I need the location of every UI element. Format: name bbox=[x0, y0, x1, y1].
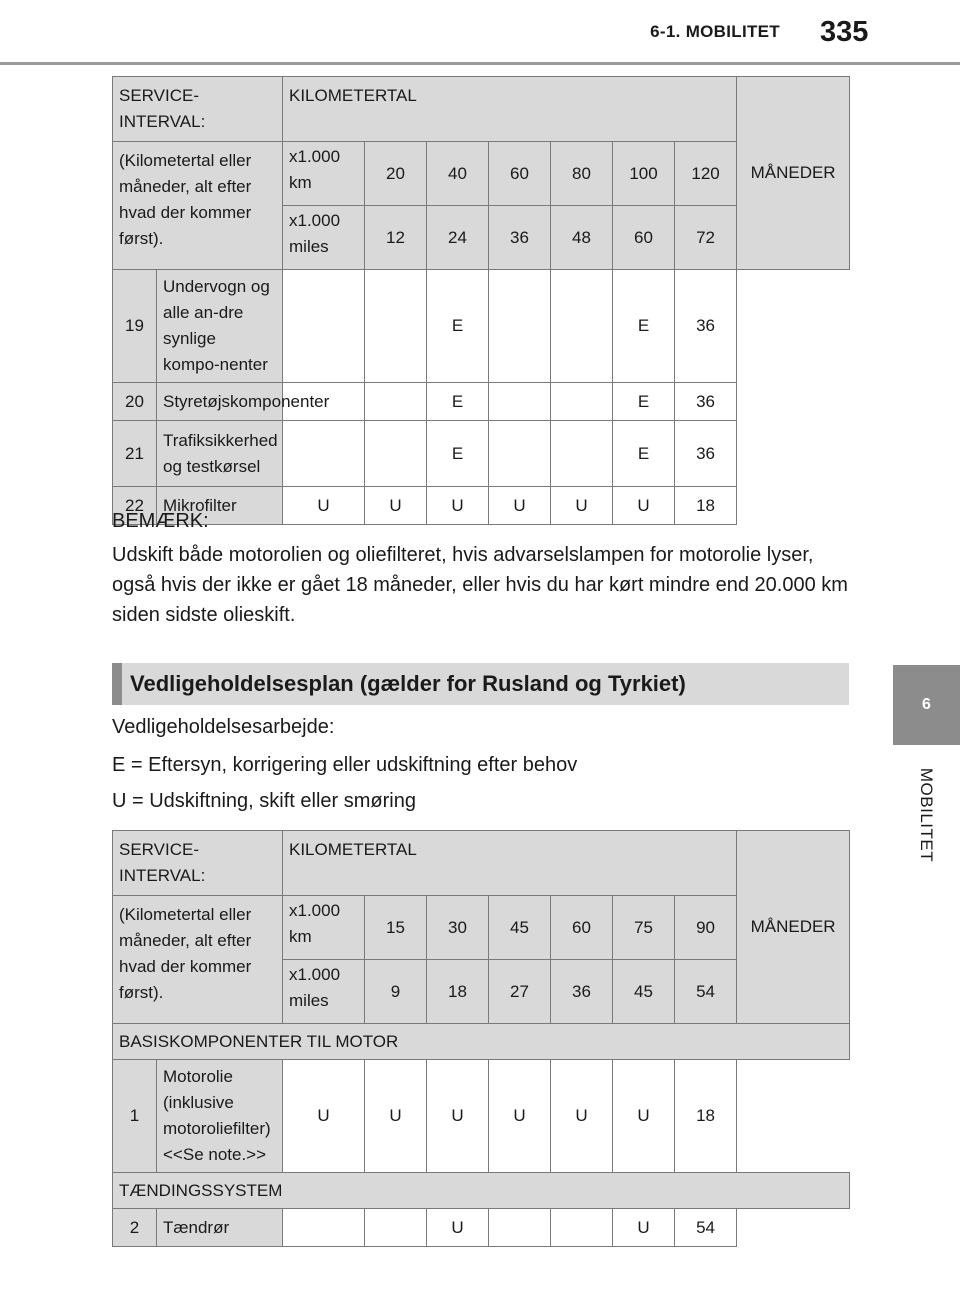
km-value: 90 bbox=[675, 896, 737, 960]
row-cell bbox=[365, 270, 427, 383]
row-months: 36 bbox=[675, 421, 737, 487]
page-number: 335 bbox=[820, 16, 869, 48]
row-item: Undervogn og alle an-dre synlige kompo-nenter bbox=[157, 270, 283, 383]
section-row-ignition: TÆNDINGSSYSTEM bbox=[113, 1173, 850, 1209]
interval-note: (Kilometertal eller måneder, alt efter hvad der kommer først). bbox=[113, 142, 283, 270]
row-number: 1 bbox=[113, 1060, 157, 1173]
miles-unit: x1.000 miles bbox=[283, 206, 365, 270]
service-interval-label: SERVICE-INTERVAL: bbox=[113, 77, 283, 142]
miles-value: 27 bbox=[489, 960, 551, 1024]
miles-value: 60 bbox=[613, 206, 675, 270]
chapter-title-label: MOBILITET bbox=[917, 767, 937, 863]
km-value: 45 bbox=[489, 896, 551, 960]
row-item: Styretøjskomponenter bbox=[157, 383, 283, 421]
row-cell bbox=[365, 1209, 427, 1247]
row-item: Trafiksikkerhed og testkørsel bbox=[157, 421, 283, 487]
table-row bbox=[113, 270, 850, 383]
legend-e: E = Eftersyn, korrigering eller udskiftning efter behov bbox=[112, 754, 578, 776]
row-number: 19 bbox=[113, 270, 157, 383]
maintenance-table-bottom bbox=[112, 830, 850, 1247]
row-cell bbox=[489, 1209, 551, 1247]
row-cell bbox=[551, 270, 613, 383]
km-value: 120 bbox=[675, 142, 737, 206]
row-cell bbox=[551, 421, 613, 487]
row-cell: U bbox=[551, 1060, 613, 1173]
row-cell: U bbox=[427, 487, 489, 525]
km-label: KILOMETERTAL bbox=[283, 831, 737, 896]
miles-unit: x1.000 miles bbox=[283, 960, 365, 1024]
row-cell: E bbox=[613, 270, 675, 383]
km-value: 60 bbox=[551, 896, 613, 960]
months-label: MÅNEDER bbox=[737, 831, 850, 1024]
row-cell: E bbox=[427, 421, 489, 487]
section-heading-text: Vedligeholdelsesplan (gælder for Rusland og Tyrkiet) bbox=[130, 671, 686, 696]
section-header: 6-1. MOBILITET bbox=[650, 22, 780, 41]
row-cell bbox=[489, 270, 551, 383]
miles-value: 72 bbox=[675, 206, 737, 270]
km-label: KILOMETERTAL bbox=[283, 77, 737, 142]
row-cell: U bbox=[283, 1060, 365, 1173]
table-row bbox=[113, 1209, 850, 1247]
section-heading bbox=[112, 663, 849, 705]
row-cell: U bbox=[427, 1209, 489, 1247]
km-unit: x1.000 km bbox=[283, 896, 365, 960]
row-months: 18 bbox=[675, 1060, 737, 1173]
chapter-number: 6 bbox=[922, 696, 931, 713]
row-months: 36 bbox=[675, 383, 737, 421]
row-cell bbox=[489, 421, 551, 487]
miles-value: 54 bbox=[675, 960, 737, 1024]
row-cell: U bbox=[489, 487, 551, 525]
row-cell: U bbox=[283, 487, 365, 525]
chapter-title bbox=[893, 750, 960, 880]
km-value: 15 bbox=[365, 896, 427, 960]
row-cell bbox=[283, 270, 365, 383]
row-cell bbox=[283, 1209, 365, 1247]
km-value: 30 bbox=[427, 896, 489, 960]
row-months: 54 bbox=[675, 1209, 737, 1247]
legend-u: U = Udskiftning, skift eller smøring bbox=[112, 790, 416, 812]
row-cell bbox=[551, 1209, 613, 1247]
row-cell bbox=[283, 421, 365, 487]
row-cell: E bbox=[613, 383, 675, 421]
row-cell: U bbox=[613, 1209, 675, 1247]
row-cell: E bbox=[427, 383, 489, 421]
row-cell: E bbox=[613, 421, 675, 487]
miles-value: 18 bbox=[427, 960, 489, 1024]
table-row bbox=[113, 421, 850, 487]
note-title: BEMÆRK: bbox=[112, 510, 209, 532]
row-cell: U bbox=[551, 487, 613, 525]
row-cell: U bbox=[613, 487, 675, 525]
maintenance-table-top bbox=[112, 76, 850, 525]
row-number: 22 bbox=[113, 487, 157, 525]
row-months: 18 bbox=[675, 487, 737, 525]
miles-value: 36 bbox=[489, 206, 551, 270]
km-value: 40 bbox=[427, 142, 489, 206]
km-value: 75 bbox=[613, 896, 675, 960]
km-value: 100 bbox=[613, 142, 675, 206]
section-row-engine: BASISKOMPONENTER TIL MOTOR bbox=[113, 1024, 850, 1060]
table-row bbox=[113, 1060, 850, 1173]
legend-intro: Vedligeholdelsesarbejde: bbox=[112, 716, 335, 738]
row-cell: U bbox=[365, 1060, 427, 1173]
miles-value: 9 bbox=[365, 960, 427, 1024]
row-number: 2 bbox=[113, 1209, 157, 1247]
miles-value: 12 bbox=[365, 206, 427, 270]
header-divider bbox=[0, 62, 960, 65]
row-months: 36 bbox=[675, 270, 737, 383]
row-cell bbox=[489, 383, 551, 421]
km-unit: x1.000 km bbox=[283, 142, 365, 206]
row-number: 20 bbox=[113, 383, 157, 421]
row-cell bbox=[365, 421, 427, 487]
row-cell: U bbox=[613, 1060, 675, 1173]
row-cell bbox=[365, 383, 427, 421]
row-item: Mikrofilter bbox=[157, 487, 283, 525]
row-cell: U bbox=[489, 1060, 551, 1173]
row-item: Tændrør bbox=[157, 1209, 283, 1247]
row-cell: E bbox=[427, 270, 489, 383]
km-value: 20 bbox=[365, 142, 427, 206]
miles-value: 24 bbox=[427, 206, 489, 270]
row-item: Motorolie (inklusive motoroliefilter) <<Se note.>> bbox=[157, 1060, 283, 1173]
miles-value: 48 bbox=[551, 206, 613, 270]
row-cell: U bbox=[365, 487, 427, 525]
row-cell: U bbox=[427, 1060, 489, 1173]
table-row bbox=[113, 383, 850, 421]
service-interval-label: SERVICE-INTERVAL: bbox=[113, 831, 283, 896]
row-number: 21 bbox=[113, 421, 157, 487]
km-value: 80 bbox=[551, 142, 613, 206]
months-label: MÅNEDER bbox=[737, 77, 850, 270]
row-cell bbox=[551, 383, 613, 421]
note-text: Udskift både motorolien og oliefilteret, hvis advarselslampen for motorolie lyser, også hvis der ikke er gået 18 måneder, eller hvis du har kørt mindre end 20.000 km siden sidste olieskift. bbox=[112, 544, 848, 626]
miles-value: 36 bbox=[551, 960, 613, 1024]
interval-note: (Kilometertal eller måneder, alt efter hvad der kommer først). bbox=[113, 896, 283, 1024]
km-value: 60 bbox=[489, 142, 551, 206]
miles-value: 45 bbox=[613, 960, 675, 1024]
chapter-tab bbox=[893, 665, 960, 745]
